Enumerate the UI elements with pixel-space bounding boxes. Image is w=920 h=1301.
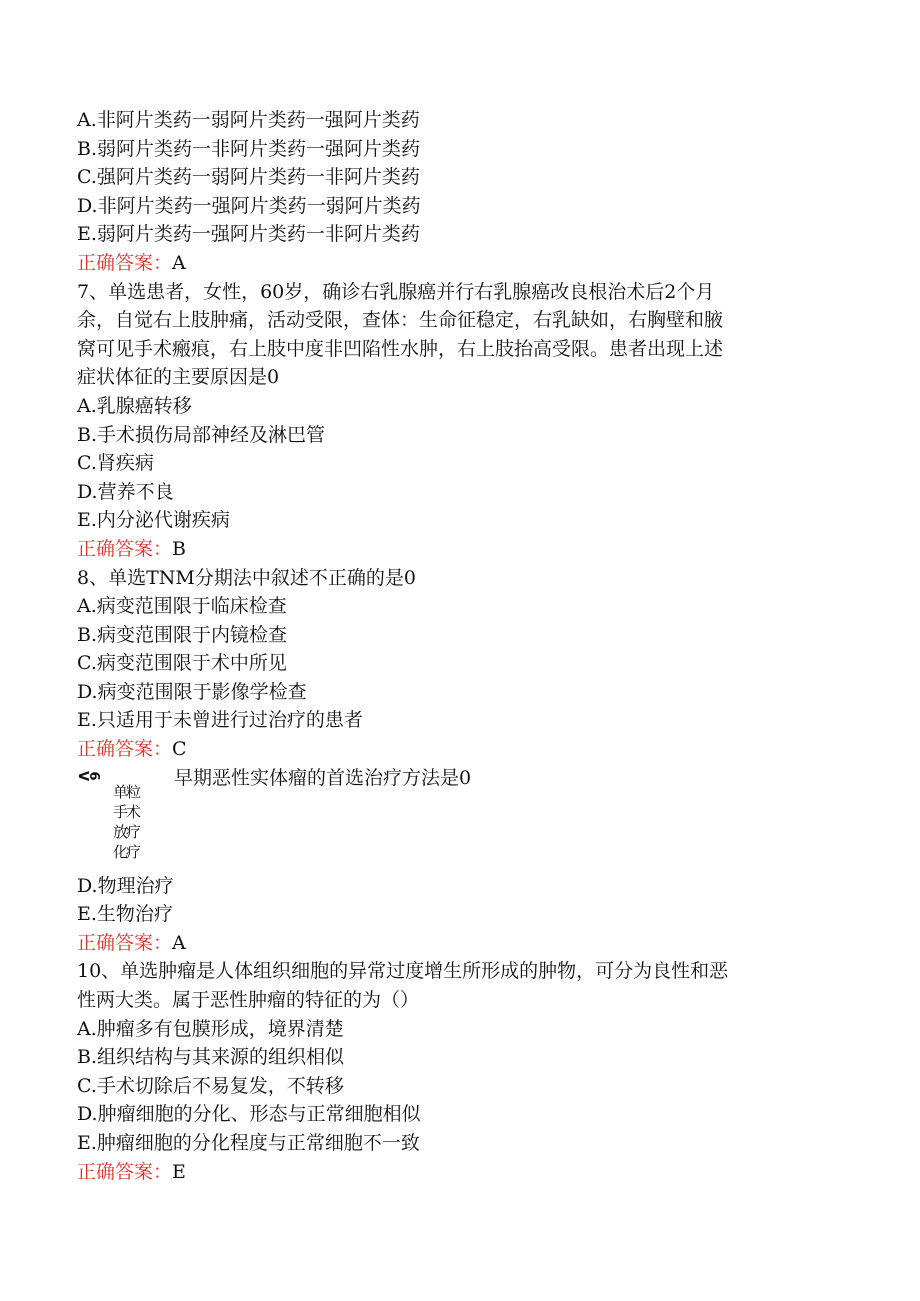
- question-stem-line: 7、单选患者，女性，60岁，确诊右乳腺癌并行右乳腺癌改良根治术后2个月: [77, 280, 715, 303]
- option-a: A.非阿片类药一弱阿片类药一强阿片类药: [77, 109, 420, 131]
- answer-value: E: [172, 1160, 186, 1183]
- question-6: [77, 106, 857, 278]
- garbled-options: [113, 782, 139, 862]
- option-b: B.病变范围限于内镜检查: [77, 623, 288, 646]
- option-d: D.病变范围限于影像学检查: [77, 680, 307, 703]
- answer-value: A: [172, 251, 186, 274]
- answer-label: 正确答案：: [77, 251, 173, 274]
- option-d: D.肿瘤细胞的分化、形态与正常细胞相似: [77, 1103, 421, 1126]
- option-e: E.内分泌代谢疾病: [77, 509, 230, 532]
- answer-label: 正确答案：: [77, 1160, 173, 1183]
- option-b: B.弱阿片类药一非阿片类药一强阿片类药: [77, 137, 421, 160]
- option-c: C.病变范围限于术中所见: [77, 652, 287, 675]
- option-b: B.组织结构与其来源的组织相似: [77, 1046, 345, 1069]
- answer-line: [77, 249, 857, 278]
- option-c: C.手术切除后不易复发，不转移: [77, 1074, 344, 1097]
- option-e: E.肿瘤细胞的分化程度与正常细胞不一致: [77, 1132, 420, 1154]
- question-stem-line: 症状体征的主要原因是0: [77, 366, 280, 389]
- option-d: D.营养不良: [77, 480, 174, 503]
- answer-label: 正确答案：: [77, 931, 173, 954]
- option-a: A.乳腺癌转移: [77, 394, 192, 417]
- option-c: C.肾疾病: [77, 452, 154, 475]
- document-page: [77, 106, 857, 1186]
- question-7: [77, 278, 857, 564]
- option-e: E.生物治疗: [77, 903, 173, 926]
- garbled-option: 放疗: [113, 822, 140, 841]
- answer-line: [77, 1158, 857, 1187]
- question-8: [77, 564, 857, 764]
- question-stem: 早期恶性实体瘤的首选治疗方法是0: [174, 766, 472, 789]
- option-a: A.肿瘤多有包膜形成，境界清楚: [77, 1017, 344, 1040]
- question-stem-line: 余，自觉右上肢肿痛，活动受限，查体：生命征稳定，右乳缺如，右胸壁和腋: [77, 309, 724, 332]
- question-10: [77, 957, 857, 1186]
- garbled-option: 化疗: [113, 842, 140, 861]
- answer-label: 正确答案：: [77, 537, 173, 560]
- option-e: E.只适用于未曾进行过治疗的患者: [77, 709, 363, 732]
- option-e: E.弱阿片类药一强阿片类药一非阿片类药: [77, 223, 420, 246]
- answer-value: A: [172, 931, 186, 954]
- rotated-question-number: 6 V: [75, 770, 101, 781]
- option-b: B.手术损伤局部神经及淋巴管: [77, 423, 326, 446]
- question-stem-line: 10、单选肿瘤是人体组织细胞的异常过度增生所形成的肿物，可分为良性和恶: [77, 960, 729, 983]
- question-stem-line: 窝可见手术瘢痕，右上肢中度非凹陷性水肿，右上肢抬高受限。患者出现上述: [77, 337, 724, 360]
- question-stem: 8、单选TNM分期法中叙述不正确的是0: [77, 566, 416, 589]
- answer-line: [77, 535, 857, 564]
- option-d: D.非阿片类药一强阿片类药一弱阿片类药: [77, 194, 421, 217]
- question-stem-line: 性两大类。属于恶性肿瘤的特征的为（）: [77, 989, 420, 1012]
- answer-line: [77, 929, 857, 958]
- garbled-option: 单粒: [113, 782, 140, 801]
- answer-value: B: [172, 537, 186, 560]
- answer-value: C: [172, 738, 187, 761]
- option-d: D.物理治疗: [77, 874, 174, 897]
- answer-label: 正确答案：: [77, 738, 173, 761]
- option-a: A.病变范围限于临床检查: [77, 595, 287, 618]
- garbled-option: 手术: [113, 802, 140, 821]
- question-9-block: [77, 764, 857, 872]
- option-c: C.强阿片类药一弱阿片类药一非阿片类药: [77, 166, 420, 189]
- answer-line: [77, 735, 857, 764]
- question-9: [77, 764, 857, 958]
